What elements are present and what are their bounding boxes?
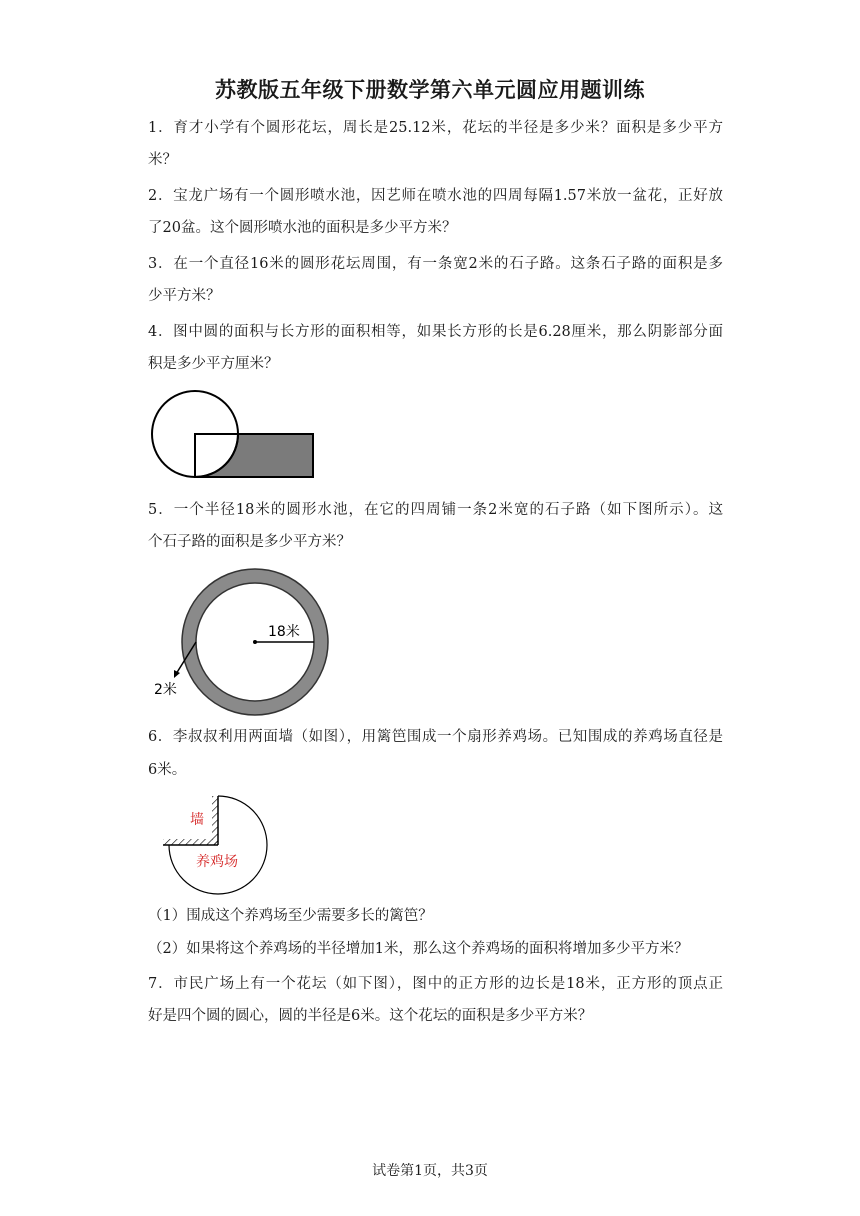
q7-line-2: 好是四个圆的圆心，圆的半径是6米。这个花坛的面积是多少平方米？ [148,1008,593,1024]
q6-sub-1: （1）围成这个养鸡场至少需要多长的篱笆？ [148,908,433,924]
wall-label: 墙 [190,812,204,828]
q3-line-2: 少平方米？ [148,288,221,304]
q5-line-2: 个石子路的面积是多少平方米？ [148,534,351,550]
width-label: 2米 [154,682,177,698]
q4-line-2: 积是多少平方厘米？ [148,356,279,372]
q4-line-1: 4．图中圆的面积与长方形的面积相等，如果长方形的长是6.28厘米，那么阴影部分面 [148,324,723,340]
wall-vertical [212,796,218,845]
q5-line-1: 5．一个半径18米的圆形水池，在它的四周铺一条2米宽的石子路（如下图所示）。这 [148,502,723,518]
q6-line-2: 6米。 [148,762,187,778]
q6-sub-2: （2）如果将这个养鸡场的半径增加1米，那么这个养鸡场的面积将增加多少平方米？ [148,941,689,957]
q6-figure [150,788,280,898]
q7-line-1: 7．市民广场上有一个花坛（如下图），图中的正方形的边长是18米，正方形的顶点正 [148,976,723,992]
wall-horizontal [163,839,218,845]
page-title: 苏教版五年级下册数学第六单元圆应用题训练 [215,78,645,102]
q2-line-2: 了20盆。这个圆形喷水池的面积是多少平方米？ [148,220,457,236]
farm-label: 养鸡场 [196,854,238,870]
q1-line-2: 米？ [148,152,177,168]
page-footer: 试卷第1页，共3页 [372,1163,488,1179]
q5-figure [146,566,346,706]
q6-line-1: 6．李叔叔利用两面墙（如图），用篱笆围成一个扇形养鸡场。已知围成的养鸡场直径是 [148,729,723,745]
q2-line-1: 2．宝龙广场有一个圆形喷水池，因艺师在喷水池的四周每隔1.57米放一盆花，正好放 [148,188,723,204]
radius-label: 18米 [268,624,300,640]
q3-line-1: 3．在一个直径16米的圆形花坛周围，有一条宽2米的石子路。这条石子路的面积是多 [148,256,723,272]
q4-figure [148,386,318,486]
q1-line-1: 1．育才小学有个圆形花坛，周长是25.12米，花坛的半径是多少米？面积是多少平方 [148,120,723,136]
